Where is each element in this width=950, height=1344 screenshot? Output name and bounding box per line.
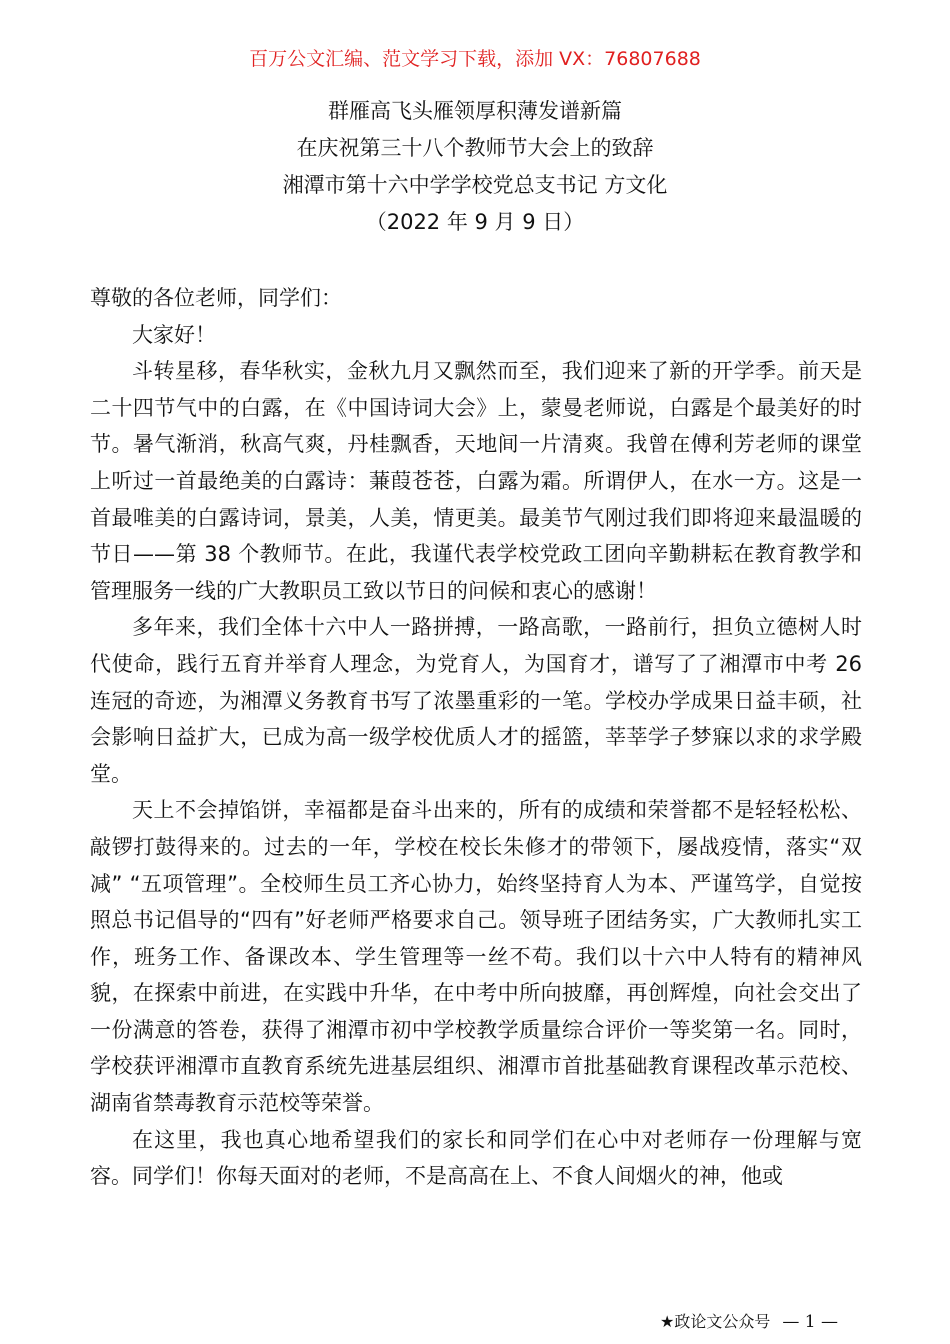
- salutation: 尊敬的各位老师，同学们：: [90, 286, 342, 310]
- speech-title-block: [0, 93, 950, 241]
- footer-source: ★政论文公众号: [660, 1312, 771, 1331]
- speech-body: [90, 280, 862, 1195]
- speech-title: 群雁高飞头雁领厚积薄发谱新篇: [328, 99, 622, 123]
- greeting: 大家好！: [132, 322, 216, 347]
- page-number: — 1 —: [782, 1312, 838, 1332]
- paragraph-3: 天上不会掉馅饼，幸福都是奋斗出来的，所有的成绩和荣誉都不是轻轻松松、敲锣打鼓得来的。过去的一年，学校在校长朱修才的带领下，屡战疫情，落实“双减” “五项管理”。全校师生员工齐心协力，始终坚持育人为本、严谨笃学，自觉按照总书记倡导的“四有”好老师严格要求自己。领导班子团结务实，广大教师扎实工作，班务工作、备课改本、学生管理等一丝不苟。我们以十六中人特有的精神风貌，在探索中前进，在实践中升华，在中考中所向披靡，再创辉煌，向社会交出了一份满意的答卷，获得了湘潭市初中学校教学质量综合评价一等奖第一名。同时，学校获评湘潭市直教育系统先进基层组织、湘潭市首批基础教育课程改革示范校、湖南省禁毒教育示范校等荣誉。: [90, 798, 862, 1116]
- speaker-line: 湘潭市第十六中学学校党总支书记 方文化: [282, 173, 668, 197]
- paragraph-4: 在这里，我也真心地希望我们的家长和同学们在心中对老师存一份理解与宽容。同学们！你每天面对的老师，不是高高在上、不食人间烟火的神，他或: [90, 1127, 862, 1189]
- page-footer: [660, 1310, 838, 1334]
- download-banner: 百万公文汇编、范文学习下载，添加 VX：76807688: [249, 48, 701, 70]
- speech-subtitle: 在庆祝第三十八个教师节大会上的致辞: [296, 136, 654, 160]
- paragraph-2: 多年来，我们全体十六中人一路拼搏，一路高歌，一路前行，担负立德树人时代使命，践行五育并举育人理念，为党育人，为国育才，谱写了了湘潭市中考 26 连冠的奇迹，为湘潭义务教育书写了浓墨重彩的一笔。学校办学成果日益丰硕，社会影响日益扩大，已成为高一级学校优质人才的摇篮，莘莘学子梦寐以求的求学殿堂。: [90, 615, 862, 786]
- speech-date: （2022 年 9 月 9 日）: [365, 210, 585, 234]
- paragraph-1: 斗转星移，春华秋实，金秋九月又飘然而至，我们迎来了新的开学季。前天是二十四节气中的白露，在《中国诗词大会》上，蒙曼老师说，白露是个最美好的时节。暑气渐消，秋高气爽，丹桂飘香，天地间一片清爽。我曾在傅利芳老师的课堂上听过一首最绝美的白露诗：蒹葭苍苍，白露为霜。所谓伊人，在水一方。这是一首最唯美的白露诗词，景美，人美，情更美。最美节气刚过我们即将迎来最温暖的节日——第 38 个教师节。在此，我谨代表学校党政工团向辛勤耕耘在教育教学和管理服务一线的广大教职员工致以节日的问候和衷心的感谢！: [90, 359, 862, 603]
